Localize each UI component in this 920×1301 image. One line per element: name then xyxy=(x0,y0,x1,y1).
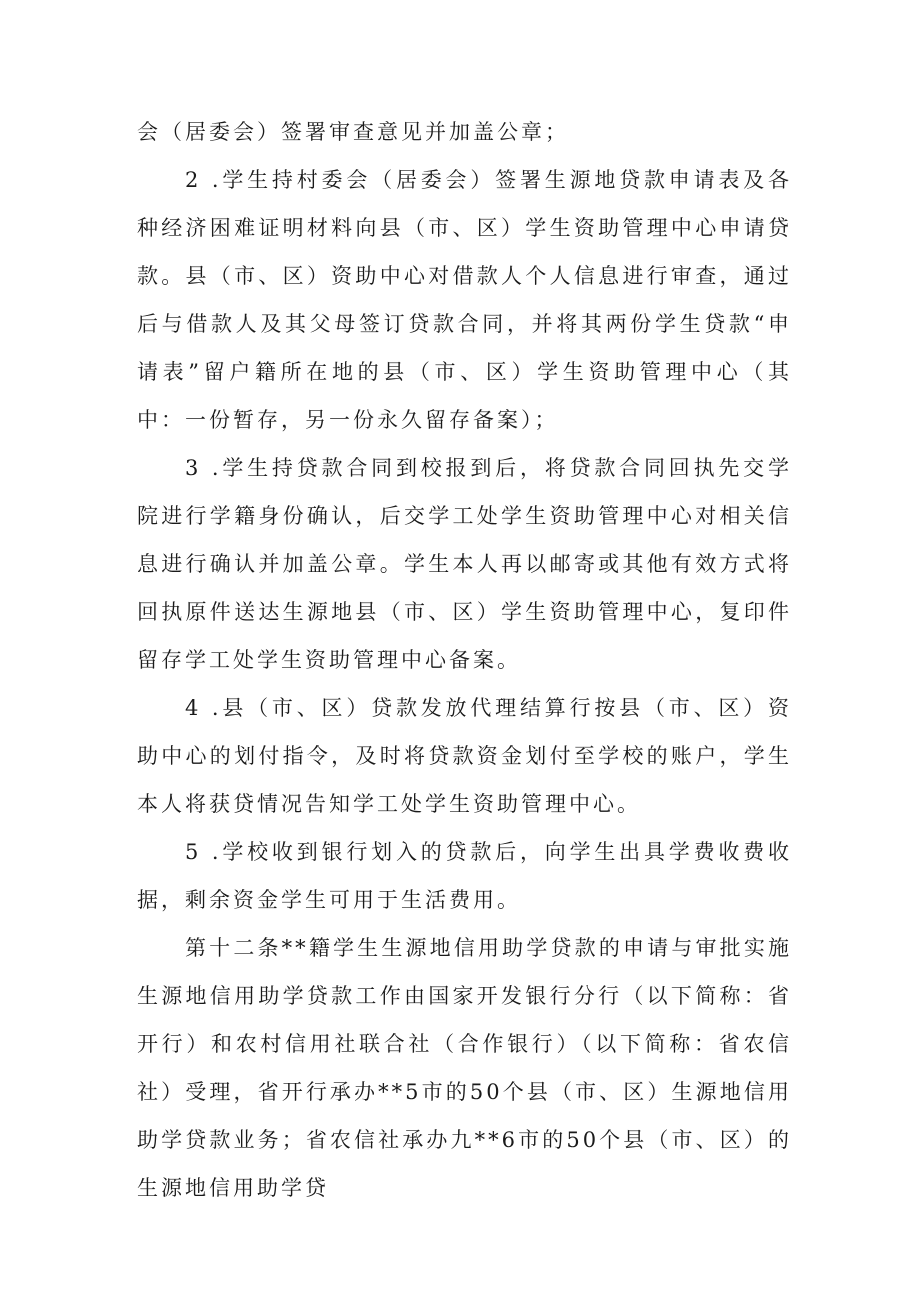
paragraph-article-12: 第十二条**籍学生生源地信用助学贷款的申请与审批实施生源地信用助学贷款工作由国家开发银行分行（以下简称：省开行）和农村信用社联合社（合作银行）（以下简称：省农信社）受理，省开行承办**5市的50个县（市、区）生源地信用助学贷款业务；省农信社承办九**6市的50个县（市、区）的生源地信用助学贷 xyxy=(137,936,792,1200)
paragraph-item-5: 5 .学校收到银行划入的贷款后，向学生出具学费收费收据，剩余资金学生可用于生活费用。 xyxy=(137,840,792,912)
paragraph-item-2: 2 .学生持村委会（居委会）签署生源地贷款申请表及各种经济困难证明材料向县（市、区）学生资助管理中心申请贷款。县（市、区）资助中心对借款人个人信息进行审查，通过后与借款人及其父母签订贷款合同，并将其两份学生贷款“申请表”留户籍所在地的县（市、区）学生资助管理中心（其中：一份暂存，另一份永久留存备案）； xyxy=(137,168,792,432)
paragraph-continuation: 会（居委会）签署审查意见并加盖公章； xyxy=(137,120,569,144)
paragraph-item-3: 3 .学生持贷款合同到校报到后，将贷款合同回执先交学院进行学籍身份确认，后交学工处学生资助管理中心对相关信息进行确认并加盖公章。学生本人再以邮寄或其他有效方式将回执原件送达生源地县（市、区）学生资助管理中心，复印件留存学工处学生资助管理中心备案。 xyxy=(137,456,792,672)
document-body xyxy=(137,108,792,1212)
paragraph-item-4: 4 .县（市、区）贷款发放代理结算行按县（市、区）资助中心的划付指令，及时将贷款资金划付至学校的账户，学生本人将获贷情况告知学工处学生资助管理中心。 xyxy=(137,696,792,816)
